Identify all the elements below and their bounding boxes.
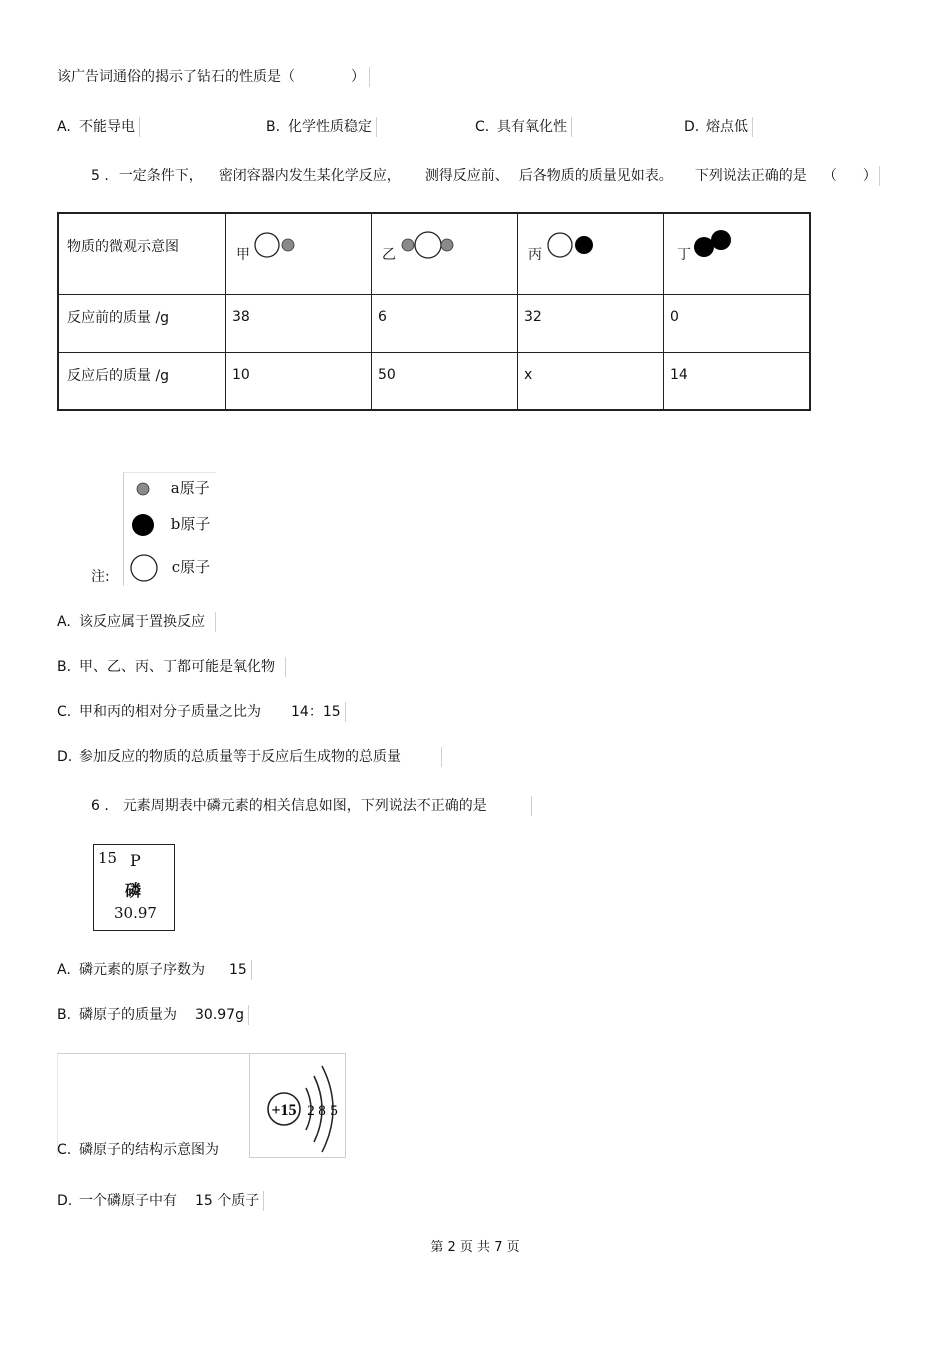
atomic-number: 15	[98, 849, 118, 867]
svg-text:+15: +15	[271, 1102, 297, 1119]
q4-option-c[interactable]: C. 具有氧化性	[475, 117, 572, 137]
q4-stem: 该广告词通俗的揭示了钻石的性质是（ ）	[57, 67, 370, 87]
substance-jia-cell: 甲	[226, 213, 372, 294]
q5-stem: 5 . 一定条件下， 密闭容器内发生某化学反应， 测得反应前、 后各物质的质量见如表。 下列说法正确的是 （ ）	[91, 166, 880, 186]
element-name: 磷	[125, 881, 142, 900]
note-label: 注:	[91, 569, 110, 585]
atomic-structure-diagram	[249, 1053, 346, 1158]
svg-text:5: 5	[330, 1103, 338, 1119]
q5-option-c[interactable]: C. 甲和丙的相对分子质量之比为 14：15	[57, 702, 346, 722]
jia-molecule-icon	[253, 228, 298, 262]
row-header-after: 反应后的质量 /g	[58, 352, 226, 410]
atom-legend	[123, 472, 216, 586]
q4-option-a[interactable]: A. 不能导电	[57, 117, 140, 137]
table-cell: 50	[372, 352, 518, 410]
table-cell: 38	[226, 294, 372, 352]
q5-option-d[interactable]: D. 参加反应的物质的总质量等于反应后生成物的总质量	[57, 747, 442, 767]
q6-stem: 6 . 元素周期表中磷元素的相关信息如图，下列说法不正确的是	[91, 796, 532, 816]
q4-option-d[interactable]: D. 熔点低	[684, 117, 753, 137]
svg-text:2: 2	[307, 1103, 315, 1119]
atom-shell-diagram-icon	[250, 1054, 345, 1157]
element-symbol: P	[130, 851, 141, 870]
table-row	[58, 294, 810, 352]
black-atom-icon	[131, 513, 155, 537]
gray-small-atom-icon	[134, 479, 152, 499]
white-atom-icon	[129, 553, 159, 583]
table-cell: 14	[664, 352, 811, 410]
q4-option-b[interactable]: B. 化学性质稳定	[266, 117, 377, 137]
yi-molecule-icon	[398, 228, 458, 262]
q5-option-a[interactable]: A. 该反应属于置换反应	[57, 612, 216, 632]
table-cell: 10	[226, 352, 372, 410]
table-cell: 6	[372, 294, 518, 352]
table-row	[58, 213, 810, 294]
legend-row-c: c原子	[129, 553, 210, 583]
ding-molecule-icon	[690, 226, 738, 262]
phosphorus-element-card	[93, 844, 175, 931]
legend-row-b: b原子	[131, 513, 210, 537]
q6-option-d[interactable]: D. 一个磷原子中有 15 个质子	[57, 1191, 264, 1211]
table-cell: 0	[664, 294, 811, 352]
svg-text:8: 8	[318, 1103, 326, 1119]
q6-option-a[interactable]: A. 磷元素的原子序数为 15	[57, 960, 252, 980]
substance-ding-cell: 丁	[664, 213, 811, 294]
row-header-before: 反应前的质量 /g	[58, 294, 226, 352]
page-footer: 第 2 页 共 7 页	[430, 1240, 520, 1255]
table-cell: 32	[518, 294, 664, 352]
substance-yi-cell: 乙	[372, 213, 518, 294]
q6-option-b[interactable]: B. 磷原子的质量为 30.97g	[57, 1005, 249, 1025]
table-row	[58, 352, 810, 410]
row-header-diagram: 物质的微观示意图	[58, 213, 226, 294]
q6-option-c[interactable]: C. 磷原子的结构示意图为	[57, 1142, 219, 1158]
substance-bing-cell: 丙	[518, 213, 664, 294]
legend-row-a: a原子	[134, 477, 210, 499]
bing-molecule-icon	[546, 228, 596, 262]
mass-table	[57, 212, 811, 411]
q5-option-b[interactable]: B. 甲、乙、丙、丁都可能是氧化物	[57, 657, 286, 677]
table-cell: x	[518, 352, 664, 410]
atomic-mass: 30.97	[114, 904, 157, 922]
